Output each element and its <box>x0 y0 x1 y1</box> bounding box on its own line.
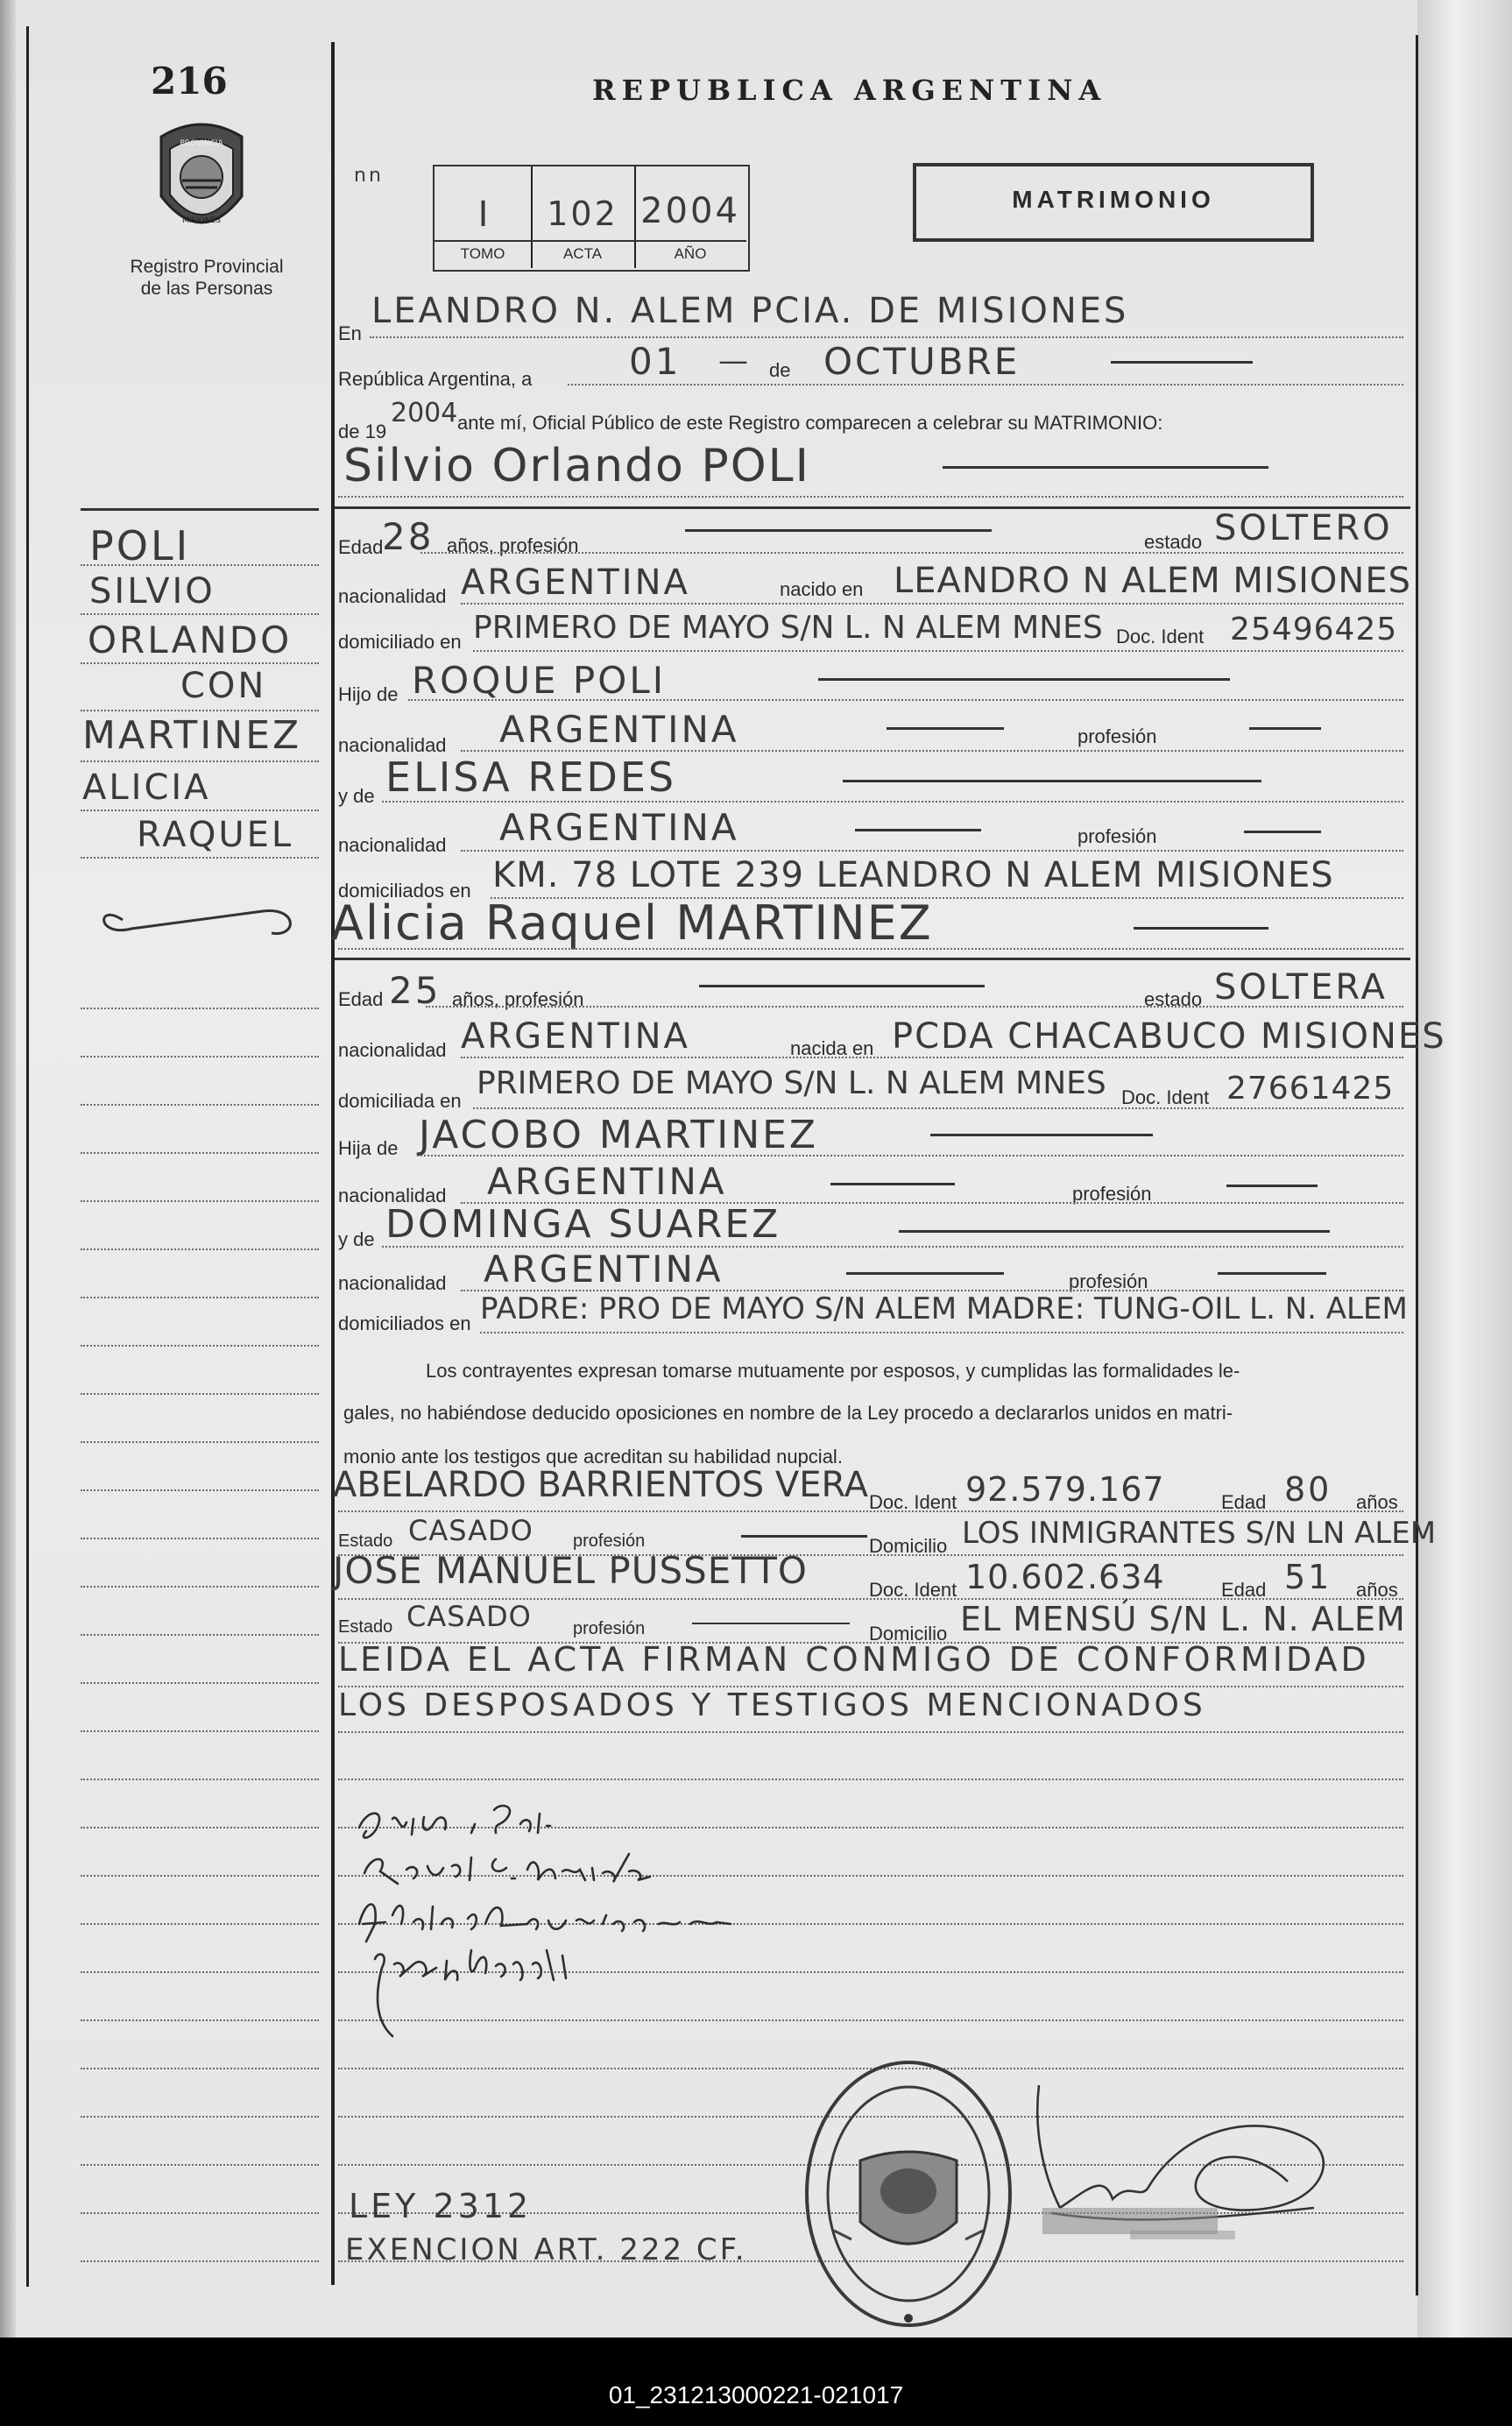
ante-text: ante mí, Oficial Público de este Registro comparecen a celebrar su MATRIMONIO: <box>457 412 1163 434</box>
groom-mother-nac: ARGENTINA <box>499 806 739 849</box>
bride-father: JACOBO MARTINEZ <box>419 1113 819 1157</box>
witness1-name: ABELARDO BARRIENTOS VERA <box>333 1465 869 1505</box>
bride-estado: SOLTERA <box>1214 967 1388 1008</box>
marriage-day: 01 <box>629 340 682 383</box>
groom-estado: SOLTERO <box>1214 508 1393 548</box>
registry-name <box>119 256 294 300</box>
witness1-doc-label: Doc. Ident <box>869 1491 957 1513</box>
filler-stroke <box>818 678 1230 681</box>
form-line <box>338 1510 1403 1512</box>
bride-profession-label: años, profesión <box>452 988 584 1010</box>
bride-domicilio-label: domiciliada en <box>338 1090 462 1112</box>
bride-father-nac-label: nacionalidad <box>338 1185 447 1206</box>
groom-parents-dom-label: domiciliados en <box>338 880 471 902</box>
groom-nacionalidad-label: nacionalidad <box>338 585 447 607</box>
declaration-line-3: monio ante los testigos que acreditan su habilidad nupcial. <box>343 1446 843 1468</box>
tomo-value: I <box>477 195 491 235</box>
witness1-domicilio-label: Domicilio <box>869 1535 948 1557</box>
margin-line <box>81 2068 319 2069</box>
margin-line <box>81 1345 319 1347</box>
bride-father-prof-label: profesión <box>1072 1183 1152 1205</box>
legal-note-line-1: LEY 2312 <box>349 2187 533 2225</box>
margin-line <box>81 1634 319 1636</box>
bride-parents-dom-label: domiciliados en <box>338 1312 471 1334</box>
form-line <box>480 1332 1403 1333</box>
witness1-estado-label: Estado <box>338 1531 393 1551</box>
bride-parents-dom: PADRE: PRO DE MAYO S/N ALEM MADRE: TUNG-OIL L. N. ALEM <box>480 1291 1408 1326</box>
page-number: 216 <box>151 60 228 103</box>
form-line <box>382 801 1403 803</box>
filler-stroke <box>899 1230 1330 1233</box>
bride-doc: 27661425 <box>1226 1071 1395 1107</box>
ano-label: AÑO <box>674 245 707 262</box>
margin-line <box>81 1730 319 1732</box>
witness2-name: JOSE MANUEL PUSSETTO <box>333 1549 808 1592</box>
margin-firstname: SILVIO <box>89 571 215 612</box>
witness2-profesion-label: profesión <box>573 1619 646 1638</box>
witness1-doc: 92.579.167 <box>965 1470 1165 1509</box>
bride-doc-label: Doc. Ident <box>1121 1086 1210 1108</box>
registry-name-line1: Registro Provincial <box>130 257 284 277</box>
groom-father-nac-label: nacionalidad <box>338 734 447 756</box>
declaration-line-1: Los contrayentes expresan tomarse mutuamente por esposos, y cumplidas las formalidades le- <box>426 1360 1240 1382</box>
margin-line <box>81 613 319 615</box>
margin-line <box>81 1875 319 1877</box>
margin-line <box>81 810 319 811</box>
margin-line <box>81 1586 319 1588</box>
witness1-estado: CASADO <box>408 1514 533 1547</box>
filler-stroke <box>1226 1185 1318 1187</box>
bride-age: 25 <box>389 969 442 1012</box>
form-line <box>338 496 1403 498</box>
witness2-doc: 10.602.634 <box>965 1558 1165 1596</box>
margin-line <box>81 1200 319 1202</box>
filler-stroke <box>887 727 1004 730</box>
margin-line <box>81 857 319 859</box>
form-line <box>426 1006 1403 1008</box>
margin-line <box>81 2116 319 2118</box>
en-label: En <box>338 322 362 344</box>
form-line <box>338 1779 1403 1780</box>
filler-stroke <box>855 829 981 831</box>
groom-mother: ELISA REDES <box>385 753 677 801</box>
margin-line <box>81 1056 319 1057</box>
filler-stroke <box>685 529 992 532</box>
groom-edad-label: Edad <box>338 536 384 558</box>
groom-nacionalidad: ARGENTINA <box>461 562 690 603</box>
groom-mother-prof-label: profesión <box>1077 825 1157 847</box>
closing-note-line-1: LEIDA EL ACTA FIRMAN CONMIGO DE CONFORMIDAD <box>338 1640 1370 1679</box>
right-border <box>1416 35 1418 2295</box>
margin-line <box>81 1489 319 1491</box>
de-label: de <box>769 359 791 381</box>
bride-mother-nac: ARGENTINA <box>484 1248 724 1291</box>
witness1-anos-label: años <box>1356 1491 1398 1513</box>
form-line <box>461 603 1403 605</box>
witness2-age: 51 <box>1284 1558 1332 1596</box>
bride-domicilio: PRIMERO DE MAYO S/N L. N ALEM MNES <box>477 1065 1106 1101</box>
form-line <box>338 1731 1403 1733</box>
form-line <box>417 1155 1403 1156</box>
declaration-line-2: gales, no habiéndose deducido oposiciones en nombre de la Ley procedo a declararlos unidos en matri- <box>343 1402 1233 1424</box>
margin-line <box>81 564 319 566</box>
bride-nacionalidad-label: nacionalidad <box>338 1039 447 1061</box>
bride-edad-label: Edad <box>338 988 384 1010</box>
margin-bride-middlename: RAQUEL <box>137 815 294 855</box>
witness2-domicilio-label: Domicilio <box>869 1623 948 1644</box>
marriage-year: 2004 <box>391 398 458 428</box>
page-left-shadow <box>0 0 16 2338</box>
groom-nacido-label: nacido en <box>780 578 864 600</box>
year-prefix: de 19 <box>338 421 387 442</box>
scan-file-id: 01_231213000221-021017 <box>608 2381 904 2408</box>
groom-parents-dom: KM. 78 LOTE 239 LEANDRO N ALEM MISIONES <box>492 855 1334 895</box>
bride-father-nac: ARGENTINA <box>487 1160 727 1203</box>
svg-text:MISIONES: MISIONES <box>181 216 222 225</box>
signatures-icon <box>340 1793 813 2047</box>
groom-father-nac: ARGENTINA <box>499 708 739 751</box>
margin-middlename: ORLANDO <box>88 619 293 661</box>
groom-estado-label: estado <box>1144 531 1203 553</box>
margin-bride-surname: MARTINEZ <box>82 713 302 758</box>
witness1-age: 80 <box>1284 1470 1332 1509</box>
form-line <box>568 384 1403 385</box>
bride-nacionalidad: ARGENTINA <box>461 1016 690 1057</box>
bride-estado-label: estado <box>1144 988 1203 1010</box>
filler-stroke <box>843 780 1261 782</box>
groom-yde-label: y de <box>338 785 375 807</box>
official-seal-icon <box>799 2055 1018 2332</box>
provincial-seal-icon <box>152 119 251 242</box>
margin-surname: POLI <box>89 522 191 569</box>
groom-doc: 25496425 <box>1230 612 1398 647</box>
form-line <box>473 650 1403 652</box>
official-signature-icon <box>1025 2076 1358 2252</box>
groom-hijo-label: Hijo de <box>338 683 399 705</box>
margin-line <box>81 710 319 711</box>
margin-con: CON <box>180 666 267 706</box>
form-line <box>473 1107 1403 1109</box>
scan-footer <box>0 2338 1512 2426</box>
filler-stroke <box>1249 727 1321 730</box>
groom-father-prof-label: profesión <box>1077 725 1157 747</box>
margin-line <box>81 1538 319 1539</box>
bride-mother: DOMINGA SUAREZ <box>385 1202 781 1247</box>
margin-line <box>81 1248 319 1250</box>
bride-mother-nac-label: nacionalidad <box>338 1272 447 1294</box>
tomo-label: TOMO <box>460 245 505 262</box>
form-line <box>338 948 1403 950</box>
margin-line <box>81 1393 319 1395</box>
groom-father: ROQUE POLI <box>412 659 667 702</box>
margin-divider <box>331 42 335 2285</box>
witness1-edad-label: Edad <box>1221 1491 1267 1513</box>
groom-mother-nac-label: nacionalidad <box>338 834 447 856</box>
filler-stroke <box>930 1134 1153 1136</box>
bride-mother-prof-label: profesión <box>1069 1270 1148 1292</box>
margin-line <box>81 1441 319 1443</box>
acta-label: ACTA <box>562 245 603 262</box>
filler-stroke <box>699 985 985 987</box>
filler-stroke <box>830 1183 955 1185</box>
margin-line <box>81 662 319 664</box>
bride-yde-label: y de <box>338 1228 375 1250</box>
form-line <box>370 336 1403 338</box>
filler-stroke <box>692 1623 850 1624</box>
binding-edge <box>1417 0 1512 2338</box>
filler-stroke <box>1134 927 1268 930</box>
margin-line <box>81 1923 319 1925</box>
groom-profession-label: años, profesión <box>447 534 579 556</box>
groom-age: 28 <box>382 515 435 558</box>
bride-section-rule <box>335 958 1410 960</box>
filler-stroke <box>1244 831 1321 833</box>
witness1-domicilio: LOS INMIGRANTES S/N LN ALEM <box>962 1516 1437 1551</box>
marriage-month: OCTUBRE <box>823 340 1021 383</box>
bride-hija-label: Hija de <box>338 1137 399 1159</box>
ano-value: 2004 <box>640 191 740 231</box>
margin-line <box>81 1008 319 1009</box>
witness2-anos-label: años <box>1356 1579 1398 1601</box>
form-line <box>420 552 1403 554</box>
witness2-edad-label: Edad <box>1221 1579 1267 1601</box>
margin-line <box>81 2260 319 2262</box>
legal-note-line-2: EXENCION ART. 222 CF. <box>345 2232 747 2267</box>
margin-line <box>81 1971 319 1973</box>
dash-mark: — <box>718 343 751 378</box>
marriage-place: LEANDRO N. ALEM PCIA. DE MISIONES <box>371 291 1129 331</box>
margin-line <box>81 2019 319 2021</box>
corner-annotation: nn <box>354 165 384 187</box>
margin-bride-firstname: ALICIA <box>82 767 211 808</box>
register-box-label-rule <box>435 240 746 242</box>
bride-birthplace: PCDA CHACABUCO MISIONES <box>892 1016 1446 1057</box>
margin-line <box>81 1827 319 1828</box>
registry-name-line2: de las Personas <box>140 279 273 299</box>
witness2-estado: CASADO <box>406 1600 532 1633</box>
left-border <box>26 26 29 2287</box>
filler-stroke <box>741 1535 867 1538</box>
groom-full-name: Silvio Orlando POLI <box>343 440 810 492</box>
margin-line <box>81 1297 319 1298</box>
form-line <box>408 699 1403 701</box>
form-line <box>461 850 1403 852</box>
groom-domicilio-label: domiciliado en <box>338 631 462 653</box>
filler-stroke <box>1218 1272 1326 1275</box>
witness2-doc-label: Doc. Ident <box>869 1579 957 1601</box>
groom-birthplace: LEANDRO N ALEM MISIONES <box>894 561 1411 601</box>
filler-stroke <box>943 466 1268 469</box>
margin-line <box>81 760 319 762</box>
svg-text:PROVINCIA: PROVINCIA <box>180 139 223 148</box>
form-line <box>461 1057 1403 1058</box>
acta-value: 102 <box>547 195 618 233</box>
margin-line <box>81 2164 319 2166</box>
margin-line <box>81 1152 319 1154</box>
witness1-profesion-label: profesión <box>573 1531 646 1551</box>
filler-stroke <box>846 1272 1004 1275</box>
margin-top-rule <box>81 508 319 511</box>
bride-full-name: Alicia Raquel MARTINEZ <box>331 895 933 951</box>
margin-line <box>81 1682 319 1684</box>
country-header: REPUBLICA ARGENTINA <box>592 74 1107 107</box>
record-type-title: MATRIMONIO <box>1012 186 1215 213</box>
margin-line <box>81 1104 319 1106</box>
form-line <box>461 750 1403 752</box>
republica-label: República Argentina, a <box>338 368 533 390</box>
margin-line <box>81 1779 319 1780</box>
groom-domicilio: PRIMERO DE MAYO S/N L. N ALEM MNES <box>473 610 1103 646</box>
witness2-estado-label: Estado <box>338 1617 393 1637</box>
bride-nacida-label: nacida en <box>790 1037 874 1059</box>
closing-note-line-2: LOS DESPOSADOS Y TESTIGOS MENCIONADOS <box>338 1687 1206 1723</box>
groom-doc-label: Doc. Ident <box>1116 626 1205 647</box>
filler-stroke <box>1111 361 1253 364</box>
margin-flourish-icon <box>88 894 307 946</box>
witness2-domicilio: EL MENSÚ S/N L. N. ALEM <box>960 1600 1406 1638</box>
margin-line <box>81 2212 319 2214</box>
